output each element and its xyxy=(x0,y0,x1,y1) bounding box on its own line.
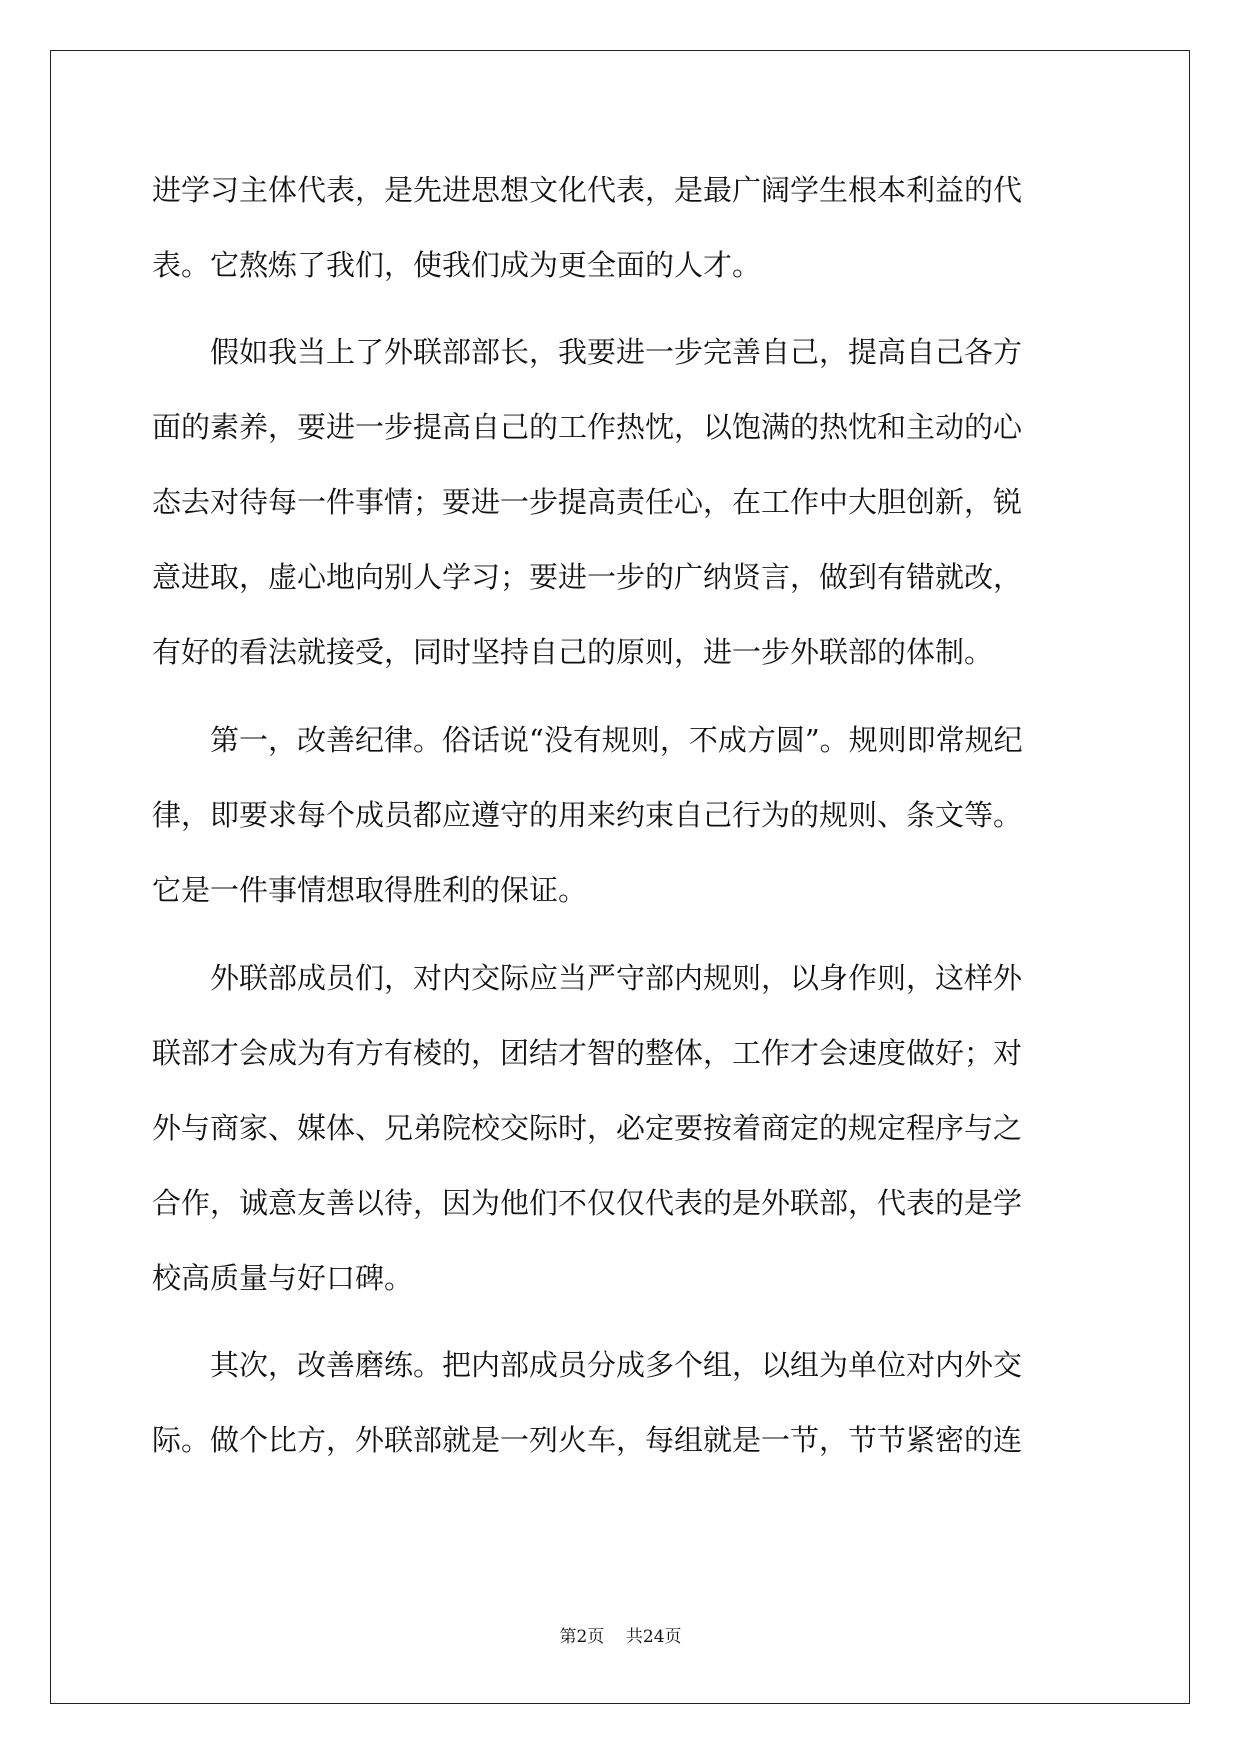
text-line: 校高质量与好口碑。 xyxy=(152,1261,414,1295)
text-line: 有好的看法就接受，同时坚持自己的原则，进一步外联部的体制。 xyxy=(152,635,994,669)
text-line: 际。做个比方，外联部就是一列火车，每组就是一节，节节紧密的连 xyxy=(152,1423,1023,1457)
text-line: 它是一件事情想取得胜利的保证。 xyxy=(152,873,588,907)
page-number: 第2页 xyxy=(559,1627,605,1647)
text-line: 外与商家、媒体、兄弟院校交际时，必定要按着商定的规定程序与之 xyxy=(152,1111,1023,1145)
text-line: 态去对待每一件事情；要进一步提高责任心，在工作中大胆创新，锐 xyxy=(152,485,1023,519)
text-line: 进学习主体代表，是先进思想文化代表，是最广阔学生根本利益的代 xyxy=(152,173,1023,207)
text-line: 联部才会成为有方有棱的，团结才智的整体，工作才会速度做好；对 xyxy=(152,1036,1023,1070)
text-line: 假如我当上了外联部部长，我要进一步完善自己，提高自己各方 xyxy=(152,335,1023,369)
text-line: 面的素养，要进一步提高自己的工作热忱，以饱满的热忱和主动的心 xyxy=(152,410,1023,444)
text-line: 意进取，虚心地向别人学习；要进一步的广纳贤言，做到有错就改， xyxy=(152,560,1023,594)
page-total: 共24页 xyxy=(625,1627,682,1647)
page-footer xyxy=(0,1626,1241,1648)
text-line: 第一，改善纪律。俗话说“没有规则，不成方圆”。规则即常规纪 xyxy=(152,723,1023,757)
text-line: 合作，诚意友善以待，因为他们不仅仅代表的是外联部，代表的是学 xyxy=(152,1186,1023,1220)
text-line: 表。它熬炼了我们，使我们成为更全面的人才。 xyxy=(152,248,762,282)
text-line: 外联部成员们，对内交际应当严守部内规则，以身作则，这样外 xyxy=(152,961,1023,995)
text-line: 其次，改善磨练。把内部成员分成多个组，以组为单位对内外交 xyxy=(152,1348,1023,1382)
text-line: 律，即要求每个成员都应遵守的用来约束自己行为的规则、条文等。 xyxy=(152,798,1023,832)
